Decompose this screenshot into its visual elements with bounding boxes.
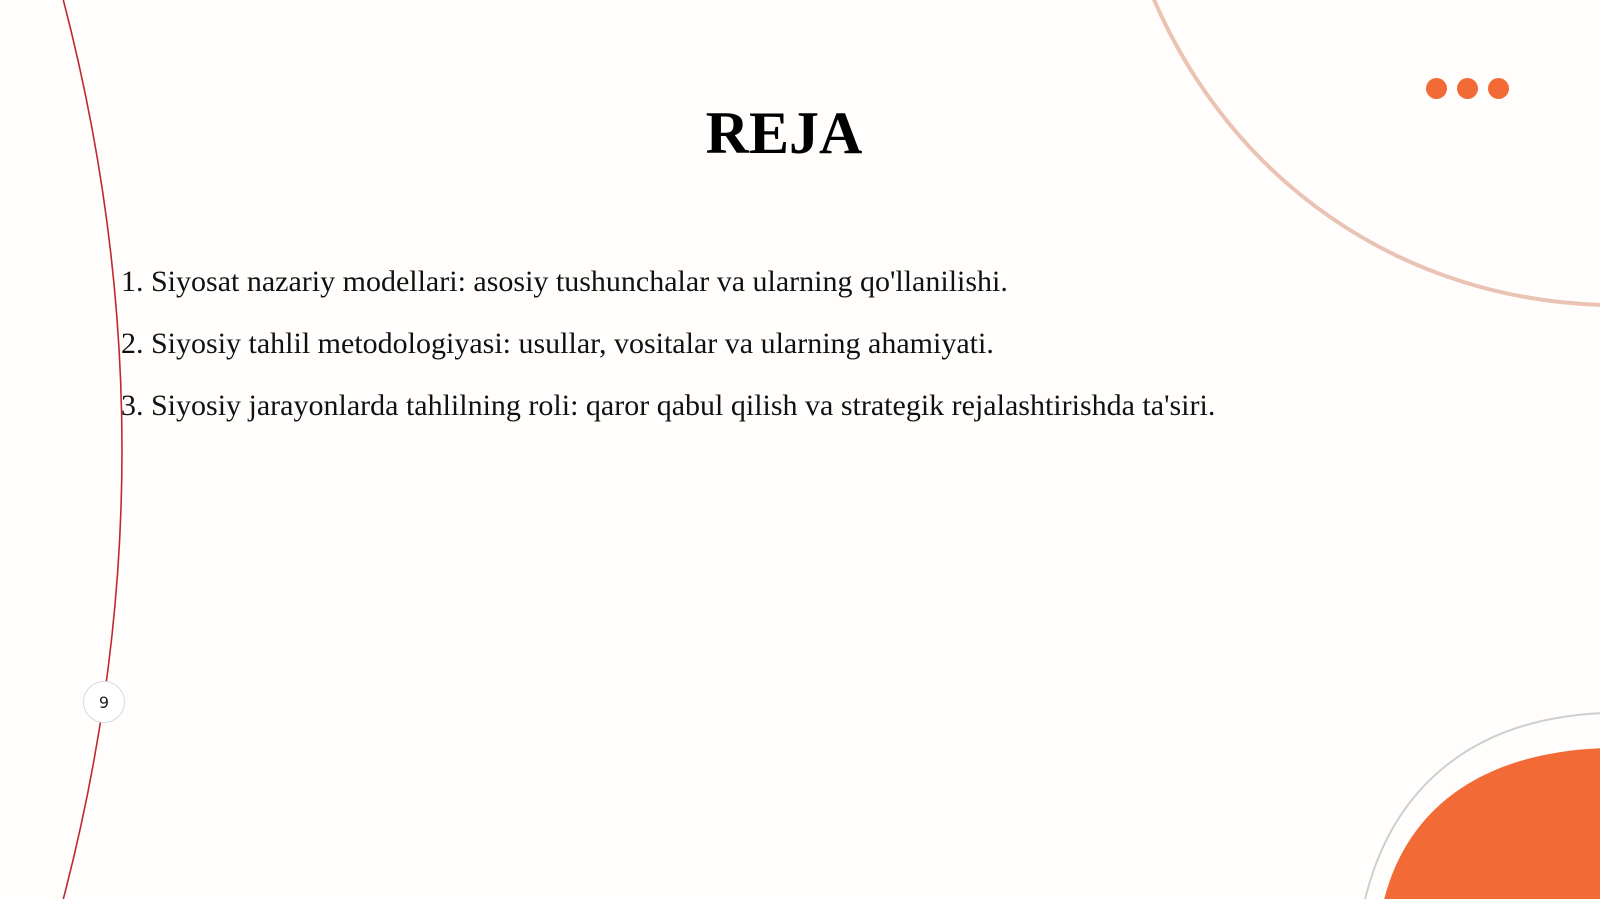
slide-title <box>0 98 1600 168</box>
three-dots-decoration <box>1426 78 1509 99</box>
plan-list <box>121 251 1215 437</box>
plan-item-3: 3. Siyosiy jarayonlarda tahlilning roli: qaror qabul qilish va strategik rejalashtirishda ta'siri. <box>121 389 1216 422</box>
dot-icon <box>1488 78 1509 99</box>
bottom-right-orange-circle-decoration <box>1383 748 1600 899</box>
dot-icon <box>1426 78 1447 99</box>
dot-icon <box>1457 78 1478 99</box>
page-number-badge: 9 <box>83 681 125 723</box>
plan-item-2: 2. Siyosiy tahlil metodologiyasi: usullar, vositalar va ularning ahamiyati. <box>121 327 994 360</box>
plan-item-1: 1. Siyosat nazariy modellari: asosiy tushunchalar va ularning qo'llanilishi. <box>121 265 1008 298</box>
slide-title-text: REJA <box>705 100 863 166</box>
